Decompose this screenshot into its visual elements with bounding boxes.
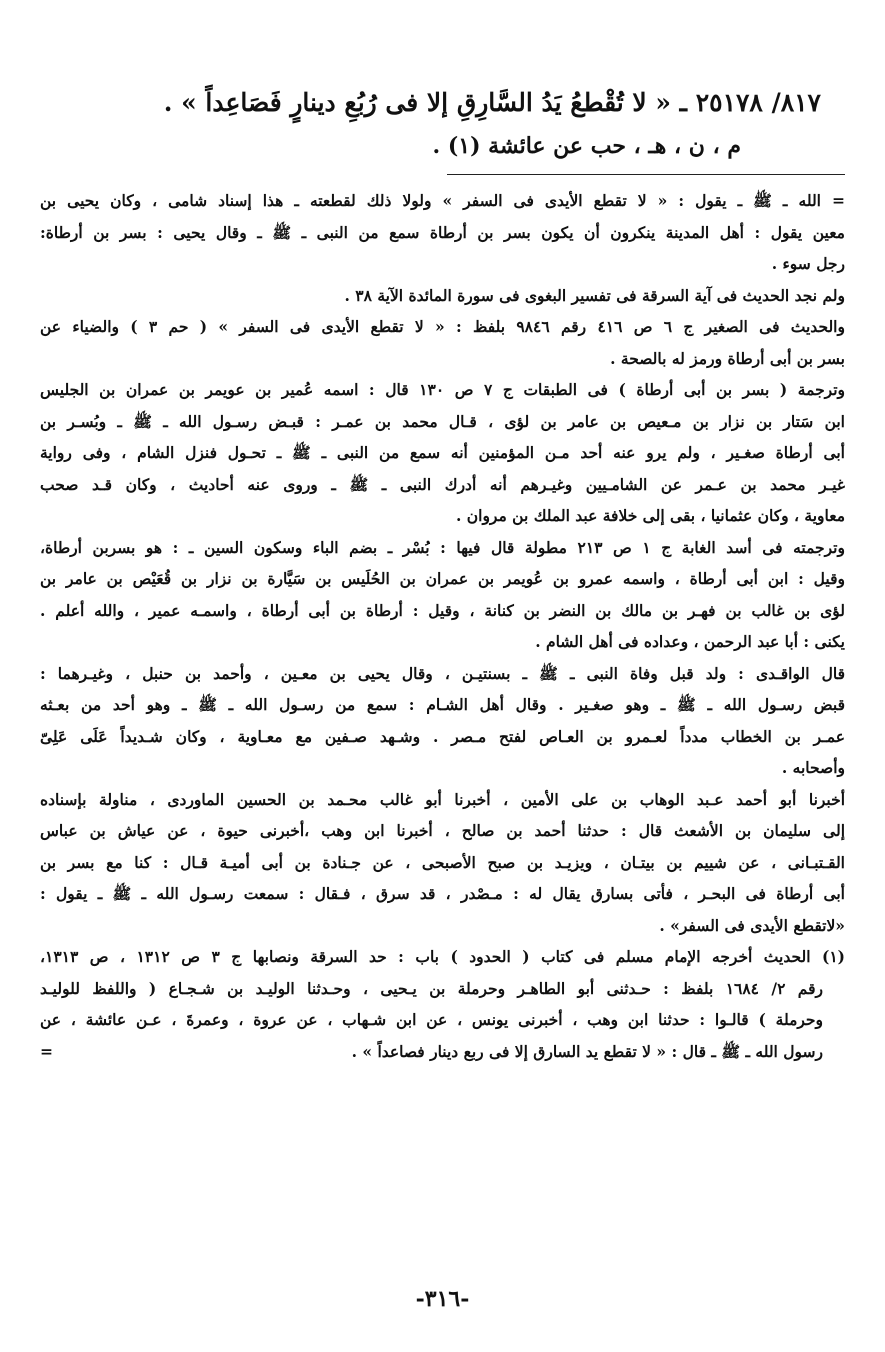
commentary-line: قبض رسـول الله ـ ﷺ ـ وهو صغـير . وقال أهل الشـام : سمع من رسـول الله ـ ﷺ ـ وهو أحد من بعـثه xyxy=(40,695,845,714)
commentary-line: والحديث فى الصغير ج ٦ ص ٤١٦ رقم ٩٨٤٦ بلفظ : « لا تقطع الأيدى فى السفر » ( حم ٣ ) والضياء عن xyxy=(40,317,845,336)
commentary-line: معين يقول : أهل المدينة ينكرون أن يكون بسر بن أرطاة سمع من النبى ـ ﷺ ـ وقال يحيى : بسر بن أرطاة: xyxy=(40,222,845,242)
commentary-line: ابن سَتار بن نزار بن مـعيص بن عامر بن لؤى ، قـال محمد بن عمـر : قبـض رسـول الله ـ ﷺ ـ وبُسـر بن xyxy=(40,411,845,431)
commentary-line: القـتبـانى ، عن شييم بن بيتـان ، ويزيـد بن صبح الأصبحى ، عن جـنادة بن أبى أميـة قـال : كنا مع بسر بن xyxy=(40,852,845,872)
continuation-mark: = xyxy=(40,1041,53,1061)
commentary-line: عمـر بن الخطاب مدداً لعـمرو بن العـاص لفتح مـصر . وشـهد صـفين مع معـاوية ، وكان شـديداً عَلَى عَلِىّ xyxy=(40,726,845,746)
hadith-source: م ، ن ، هـ ، حب عن عائشة (١) . xyxy=(432,133,741,159)
commentary-block xyxy=(40,185,845,941)
footnote-line-text: رسول الله ـ ﷺ ـ قال : « لا تقطع يد السارق إلا فى ربع دينار فصاعداً » . xyxy=(351,1041,823,1061)
commentary-line: وقيل : ابن أبى أرطاة ، واسمه عمرو بن عُويمر بن عمران بن الحُلَيس بن سَيَّارة بن نزار بن قُعَيْص بن عامر بن xyxy=(40,569,845,588)
commentary-line: = الله ـ ﷺ ـ يقول : « لا تقطع الأيدى فى السفر » ولولا ذلك لقطعته ـ هذا إسناد شامى ، وكان يحيى بن xyxy=(40,191,845,210)
commentary-line: ولم نجد الحديث فى آية السرقة فى تفسير البغوى فى سورة المائدة الآية ٣٨ . xyxy=(344,285,845,305)
commentary-line: يكنى : أبا عبد الرحمن ، وعداده فى أهل الشام . xyxy=(535,632,845,651)
commentary-line: وترجمة ( بسر بن أبى أرطاة ) فى الطبقات ج ٧ ص ١٣٠ قال : اسمه عُمير بن عويمر بن عمران بن الجليس xyxy=(40,380,845,399)
commentary-line: وأصحابه . xyxy=(781,758,845,777)
footnote-line: وحرملة ) قالـوا : حدثنا ابن وهب ، أخبرنى يونس ، عن ابن شـهاب ، عن عروة ، وعمرةَ ، عـن عائشة ، عن xyxy=(40,1010,823,1029)
commentary-line: بسر بن أبى أرطاة ورمز له بالصحة . xyxy=(610,348,845,368)
document-page xyxy=(40,80,845,1067)
commentary-line: أخبرنا أبو أحمد عـبد الوهاب بن على الأمين ، أخبرنا أبو غالب محـمد بن الحسين الماوردى ، مناولة بإسناده xyxy=(40,789,845,809)
commentary-line: أبى أرطاة صغـير ، ولم يرو عنه أحد مـن المؤمنين أنه سمع من النبى ـ ﷺ ـ تحـول فنزل الشام ، وفى رواية xyxy=(40,443,845,462)
commentary-line: أبى أرطاة فى البحـر ، فأتى بسارق يقال له : مـصْدر ، قد سرق ، فـقال : سمعت رسـول الله ـ ﷺ ـ يقول : xyxy=(40,884,845,903)
footnote-line: رقم ٢/ ١٦٨٤ بلفظ : حـدثنى أبو الطاهـر وحرملة بن يـحيى ، وحـدثنا الوليـد بن شـجـاع ( واللفظ للوليـد xyxy=(40,978,823,998)
commentary-line: لؤى بن غالب بن فهـر بن مالك بن النضر بن كنانة ، وقيل : أرطاة بن أبى أرطاة ، واسمـه عمير ، والله أعلم . xyxy=(40,600,845,620)
page-number: -٣١٦- xyxy=(415,1286,470,1312)
footnote-line xyxy=(40,1036,845,1068)
footnote-separator xyxy=(447,174,845,175)
footnote-block xyxy=(40,941,845,1067)
commentary-line: قال الواقـدى : ولد قبل وفاة النبى ـ ﷺ ـ بسنتيـن ، وقال يحيى بن معـين ، وأحمد بن حنبل ، وغيـرهما : xyxy=(40,663,845,683)
commentary-line: «لاتقطع الأيدى فى السفر» . xyxy=(659,915,845,935)
commentary-line: إلى سليمان بن الأشعث قال : حدثنا أحمد بن صالح ، أخبرنا ابن وهب ،أخبرنى حيوة ، عن عياش بن عباس xyxy=(40,821,845,840)
commentary-line: وترجمته فى أسد الغابة ج ١ ص ٢١٣ مطولة قال فيها : بُسْر ـ بضم الباء وسكون السين ـ : هو بسربن أرطاة، xyxy=(40,537,845,557)
commentary-line: غيـر محمد بن عـمر عن الشامـيين وغيـرهم أنه أدرك النبى ـ ﷺ ـ وروى عنه أحاديث ، وكان قـد صحب xyxy=(40,474,845,494)
footnote-line: (١) الحديث أخرجه الإمام مسلم فى كتاب ( الحدود ) باب : حد السرقة ونصابها ج ٣ ص ١٣١٢ ، ص ١٣١٣، xyxy=(40,947,845,966)
commentary-line: معاوية ، وكان عثمانيا ، بقى إلى خلافة عبد الملك بن مروان . xyxy=(455,506,845,525)
hadith-heading: ٨١٧/ ٢٥١٧٨ ـ « لا تُقْطعُ يَدُ السَّارِقِ إلا فى رُبُعِ دينارٍ فَصَاعِداً » . xyxy=(163,88,821,117)
commentary-line: رجل سوء . xyxy=(771,254,845,273)
